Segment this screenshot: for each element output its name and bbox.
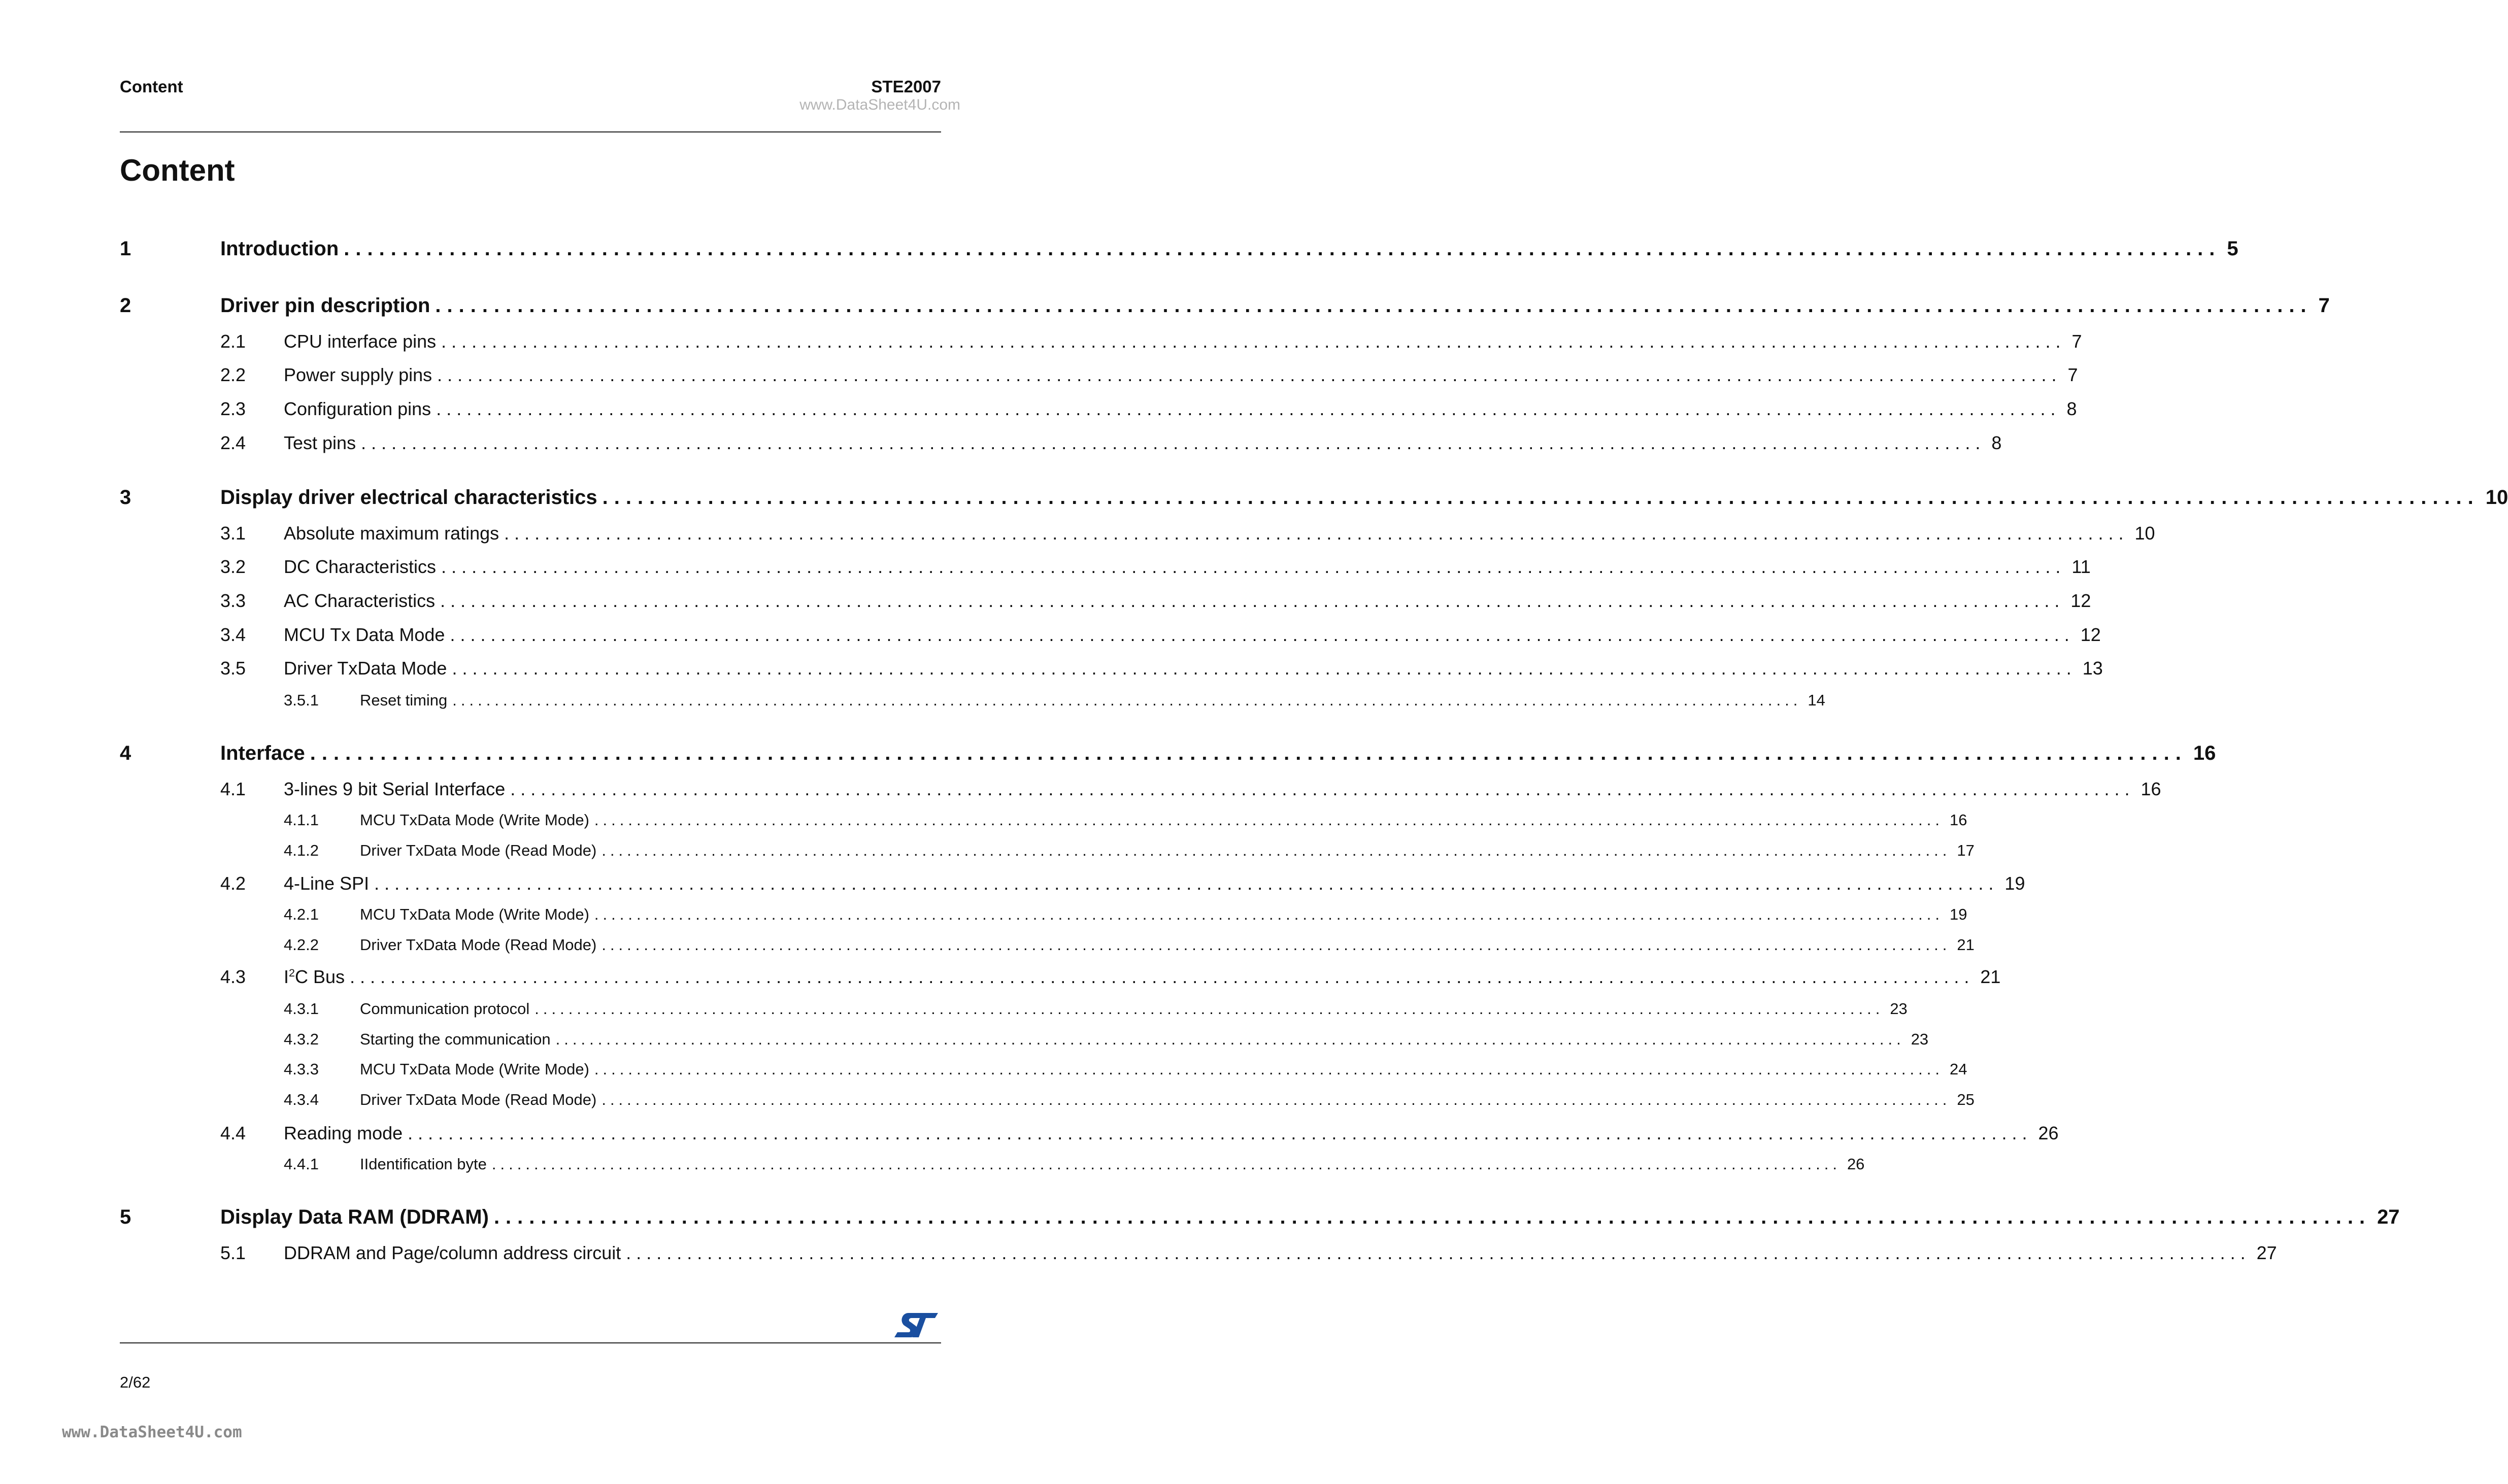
toc-entry[interactable] [120,364,2078,386]
toc-entry[interactable] [120,331,2082,352]
toc-entry-number: 4.2.2 [284,936,319,954]
toc-entry-number: 2.4 [220,432,246,453]
toc-entry-title: Starting the communication [360,1030,551,1048]
watermark-top: www.DataSheet4U.com [799,96,960,113]
toc-entry-title: Reset timing [360,691,448,709]
toc-entry-page: 27 [2256,1242,2277,1263]
toc-entry-page: 10 [2134,523,2155,544]
toc-entry-page: 12 [2070,590,2091,611]
toc-entry[interactable] [120,873,2025,894]
toc-entry-page: 7 [2318,294,2330,317]
toc-entry-title: CPU interface pins [284,331,437,352]
toc-entry-title: Communication protocol [360,1000,530,1018]
toc-entry-title: Driver TxData Mode [284,658,447,679]
toc-entry[interactable] [120,1206,2400,1229]
toc-entry-title: DC Characteristics [284,556,437,577]
toc-leader: ................................................................................................................................................................ [602,486,2480,509]
toc-entry-number: 1 [120,238,131,260]
header-rule [120,131,941,132]
toc-leader: ................................................................................................................................................................ [452,691,1802,709]
toc-entry-number: 4.1.2 [284,841,319,859]
toc-leader: ................................................................................................................................................................ [452,658,2077,679]
toc-leader: ................................................................................................................................................................ [310,742,2187,764]
toc-entry-title: AC Characteristics [284,590,436,611]
toc-entry-title: Interface [220,742,305,764]
toc-leader: ................................................................................................................................................................ [626,1242,2251,1263]
toc-entry-title: MCU TxData Mode (Write Mode) [360,811,589,829]
toc-entry-number: 4.3.1 [284,1000,319,1018]
toc-entry-number: 4.2 [220,873,246,894]
toc-leader: ................................................................................................................................................................ [374,873,1999,894]
toc-leader: ................................................................................................................................................................ [435,294,2313,317]
toc-entry-number: 3.1 [220,523,246,544]
toc-leader: ................................................................................................................................................................ [408,1123,2032,1143]
toc-leader: ................................................................................................................................................................ [350,966,1975,987]
toc-leader: ................................................................................................................................................................ [534,1000,1884,1018]
toc-leader: ................................................................................................................................................................ [594,811,1944,829]
toc-entry-title: Test pins [284,432,356,453]
toc-entry-title: 3-lines 9 bit Serial Interface [284,779,506,799]
toc-entry-title: Display driver electrical characteristics [220,486,597,509]
toc-entry-page: 13 [2082,658,2103,679]
toc-leader: ................................................................................................................................................................ [493,1206,2371,1228]
toc-entry-number: 5 [120,1206,131,1228]
toc-entry-title: MCU Tx Data Mode [284,624,445,645]
toc-leader: ................................................................................................................................................................ [440,590,2065,611]
toc-entry-page: 19 [2004,873,2025,894]
toc-entry-page: 26 [2038,1123,2059,1143]
toc-entry[interactable] [120,294,2330,317]
toc-entry-page: 23 [1911,1030,1929,1048]
running-header-section: Content [120,77,183,96]
toc-entry-title: Display Data RAM (DDRAM) [220,1206,489,1228]
toc-entry-title: Reading mode [284,1123,403,1143]
toc-entry-number: 2 [120,294,131,317]
toc-entry[interactable] [120,238,2238,260]
toc-entry-number: 4.1 [220,779,246,799]
toc-entry-number: 4.1.1 [284,811,319,829]
toc-entry-title: IIdentification byte [360,1155,487,1173]
toc-entry[interactable] [120,1060,1967,1078]
toc-entry-page: 16 [2141,779,2161,799]
toc-entry[interactable] [120,1030,1929,1049]
toc-leader: ................................................................................................................................................................ [441,331,2066,352]
toc-entry[interactable] [120,1155,1865,1173]
toc-entry-page: 26 [1847,1155,1865,1173]
toc-entry-number: 4.3 [220,966,246,987]
toc-entry-number: 3.5 [220,658,246,679]
toc-entry-number: 2.3 [220,398,246,419]
toc-entry-page: 19 [1949,905,1967,923]
toc-entry[interactable] [120,1000,1908,1018]
toc-entry-page: 5 [2227,238,2238,260]
toc-entry-title: DDRAM and Page/column address circuit [284,1242,621,1263]
toc-entry-page: 14 [1808,691,1825,709]
footer-rule [120,1342,941,1343]
toc-entry-page: 24 [1949,1060,1967,1078]
toc-entry[interactable] [120,905,1967,924]
toc-entry-number: 4.4 [220,1123,246,1143]
toc-entry-title: Driver TxData Mode (Read Mode) [360,1091,597,1108]
toc-entry[interactable] [120,811,1967,829]
toc-entry-number: 4.3.3 [284,1060,319,1078]
toc-entry[interactable] [120,936,1975,954]
toc-entry[interactable] [120,1091,1975,1109]
toc-leader: ................................................................................................................................................................ [436,398,2061,419]
st-logo-icon [893,1312,939,1338]
toc-leader: ................................................................................................................................................................ [441,556,2066,577]
toc-entry-title: Absolute maximum ratings [284,523,499,544]
toc-entry[interactable] [120,398,2077,420]
toc-entry-number: 3.2 [220,556,246,577]
toc-leader: ................................................................................................................................................................ [601,1091,1951,1108]
toc-entry-number: 4 [120,742,131,764]
toc-entry[interactable] [120,432,2002,454]
toc-entry-number: 4.3.4 [284,1091,319,1108]
toc-entry[interactable] [120,486,2508,509]
toc-entry[interactable] [120,841,1975,860]
toc-entry-number: 4.3.2 [284,1030,319,1048]
toc-entry[interactable] [120,779,2161,800]
toc-entry-page: 10 [2485,486,2508,509]
toc-leader: ................................................................................................................................................................ [601,936,1951,954]
toc-entry-number: 3.4 [220,624,246,645]
toc-entry-page: 21 [1980,966,2001,987]
toc-entry[interactable] [120,1242,2277,1264]
toc-entry[interactable] [120,523,2155,544]
toc-entry-number: 2.1 [220,331,246,352]
toc-leader: ................................................................................................................................................................ [594,905,1944,923]
toc-leader: ................................................................................................................................................................ [491,1155,1841,1173]
toc-entry-title: 4-Line SPI [284,873,370,894]
toc-entry[interactable] [120,742,2216,765]
toc-entry-page: 12 [2080,624,2101,645]
toc-entry-title: MCU TxData Mode (Write Mode) [360,1060,589,1078]
toc-leader: ................................................................................................................................................................ [437,364,2062,385]
toc-entry[interactable] [120,556,2091,578]
toc-entry-page: 27 [2377,1206,2400,1228]
page-title: Content [120,153,235,187]
toc-entry-number: 5.1 [220,1242,246,1263]
toc-entry[interactable] [120,691,1825,710]
toc-entry-page: 8 [2066,398,2077,419]
toc-entry-page: 25 [1957,1091,1975,1108]
toc-entry-number: 3.3 [220,590,246,611]
toc-entry[interactable] [120,624,2101,646]
toc-entry-title: Driver pin description [220,294,430,317]
toc-leader: ................................................................................................................................................................ [344,238,2221,260]
toc-entry-page: 7 [2071,331,2082,352]
toc-leader: ................................................................................................................................................................ [504,523,2129,544]
toc-entry-title: MCU TxData Mode (Write Mode) [360,905,589,923]
toc-entry[interactable] [120,1123,2059,1144]
toc-entry-title: Driver TxData Mode (Read Mode) [360,841,597,859]
toc-entry-title: Introduction [220,238,339,260]
toc-leader: ................................................................................................................................................................ [555,1030,1905,1048]
toc-leader: ................................................................................................................................................................ [450,624,2075,645]
page-number: 2/62 [120,1373,151,1391]
toc-entry-page: 8 [1991,432,2002,453]
toc-entry-page: 17 [1957,841,1975,859]
toc-entry-page: 7 [2067,364,2078,385]
toc-entry-page: 23 [1890,1000,1908,1018]
toc-entry[interactable] [120,658,2103,679]
toc-leader: ................................................................................................................................................................ [510,779,2135,799]
toc-entry-number: 3 [120,486,131,509]
toc-entry-title: Configuration pins [284,398,431,419]
toc-entry-number: 3.5.1 [284,691,319,709]
toc-entry-number: 4.4.1 [284,1155,319,1173]
running-header-part-number: STE2007 [871,77,941,96]
toc-leader: ................................................................................................................................................................ [361,432,1986,453]
toc-entry[interactable] [120,966,2001,988]
toc-entry-title: Driver TxData Mode (Read Mode) [360,936,597,954]
toc-entry-page: 11 [2071,556,2091,577]
toc-entry-page: 21 [1957,936,1975,954]
toc-leader: ................................................................................................................................................................ [601,841,1951,859]
toc-entry-title: $I^2C$ Bus [284,966,345,987]
toc-entry-number: 4.2.1 [284,905,319,923]
toc-leader: ................................................................................................................................................................ [594,1060,1944,1078]
toc-entry[interactable] [120,590,2091,612]
toc-entry-number: 2.2 [220,364,246,385]
watermark-bottom: www.DataSheet4U.com [62,1423,242,1441]
toc-entry-page: 16 [2193,742,2216,764]
toc-entry-title: Power supply pins [284,364,432,385]
toc-entry-page: 16 [1949,811,1967,829]
